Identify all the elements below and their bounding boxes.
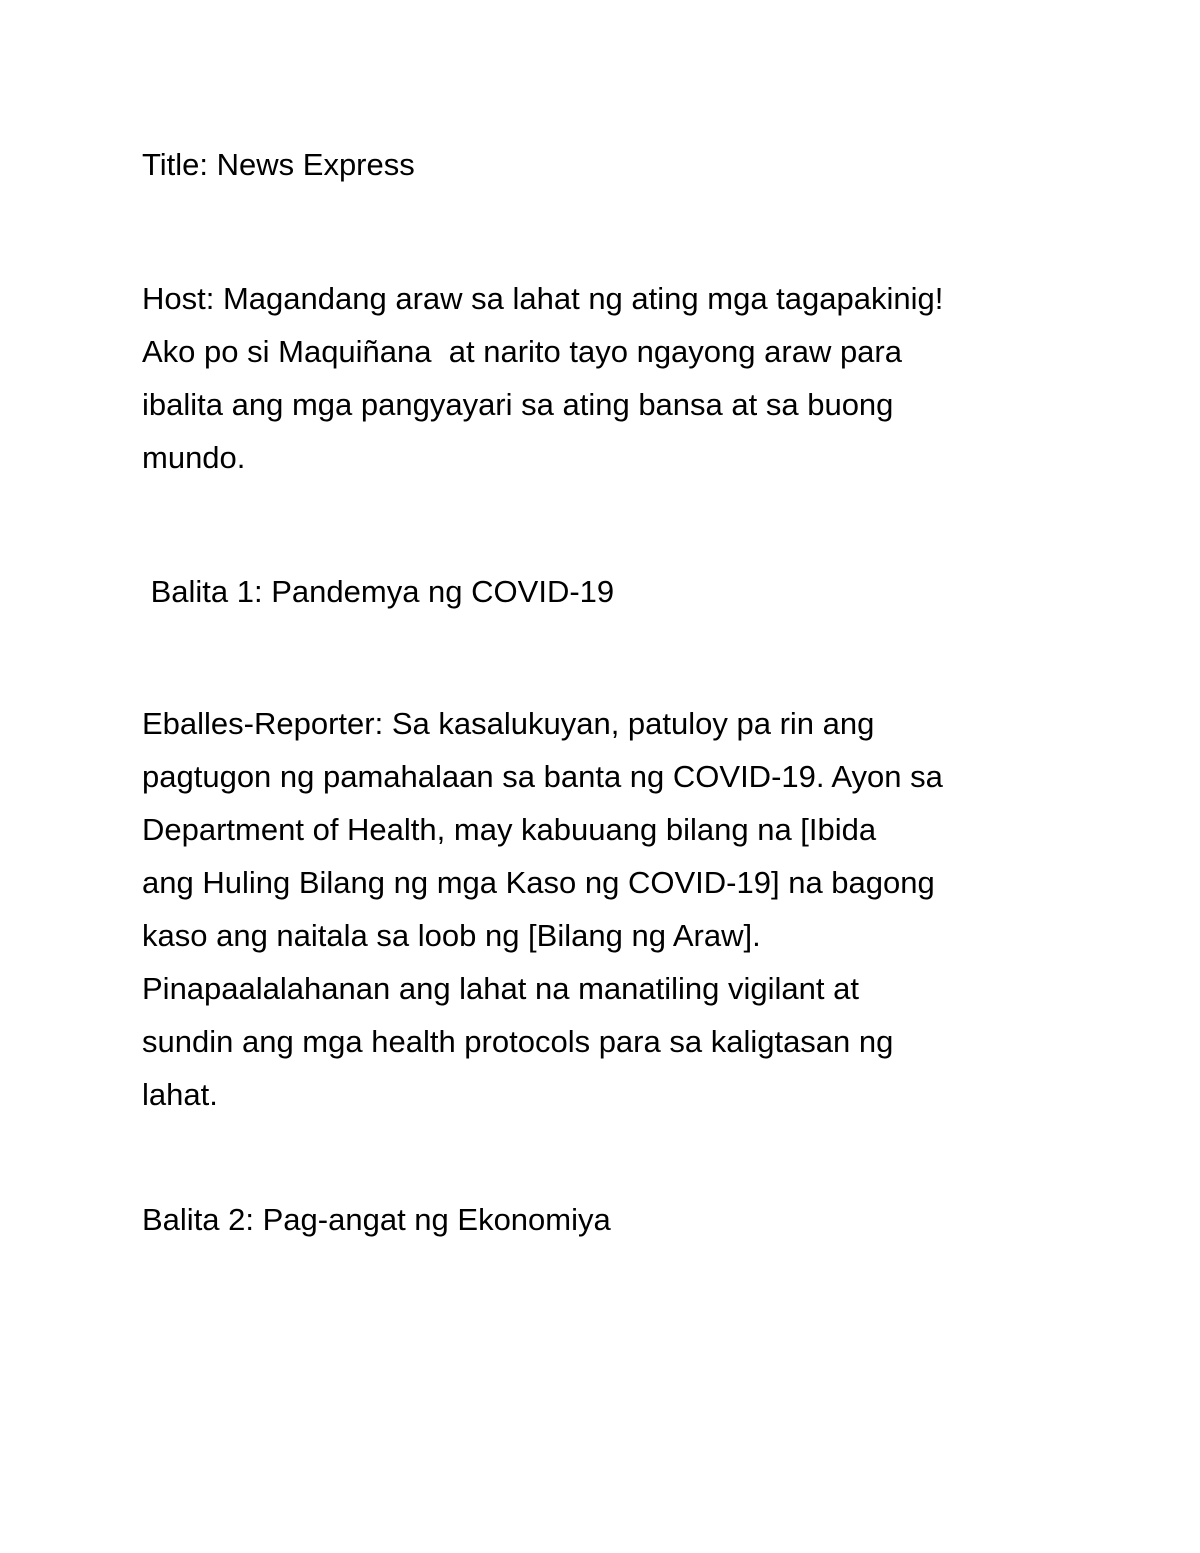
reporter-line: Department of Health, may kabuuang bilang na [Ibida (142, 812, 877, 847)
reporter-line: kaso ang naitala sa loob ng [Bilang ng Araw]. (142, 918, 761, 953)
host-line: mundo. (142, 440, 246, 475)
reporter-line: ang Huling Bilang ng mga Kaso ng COVID-19] na bagong (142, 865, 935, 900)
host-line: ibalita ang mga pangyayari sa ating bansa at sa buong (142, 387, 894, 422)
reporter-line: Pinapaalalahanan ang lahat na manatiling vigilant at (142, 971, 859, 1006)
host-line: Ako po si Maquiñana at narito tayo ngayong araw para (142, 334, 902, 369)
balita-1-heading (142, 565, 1072, 618)
balita-1-heading-text: Balita 1: Pandemya ng COVID-19 (142, 574, 615, 609)
balita-2-heading-text: Balita 2: Pag-angat ng Ekonomiya (142, 1202, 611, 1237)
host-line: Host: Magandang araw sa lahat ng ating mga tagapakinig! (142, 281, 944, 316)
reporter-line: lahat. (142, 1077, 218, 1112)
reporter-line: Eballes-Reporter: Sa kasalukuyan, patuloy pa rin ang (142, 706, 875, 741)
host-paragraph (142, 272, 1072, 484)
document-title (142, 138, 1072, 191)
title-text: Title: News Express (142, 147, 415, 182)
reporter-paragraph (142, 697, 1072, 1121)
reporter-line: pagtugon ng pamahalaan sa banta ng COVID-19. Ayon sa (142, 759, 943, 794)
reporter-line: sundin ang mga health protocols para sa kaligtasan ng (142, 1024, 894, 1059)
balita-2-heading (142, 1193, 1072, 1246)
